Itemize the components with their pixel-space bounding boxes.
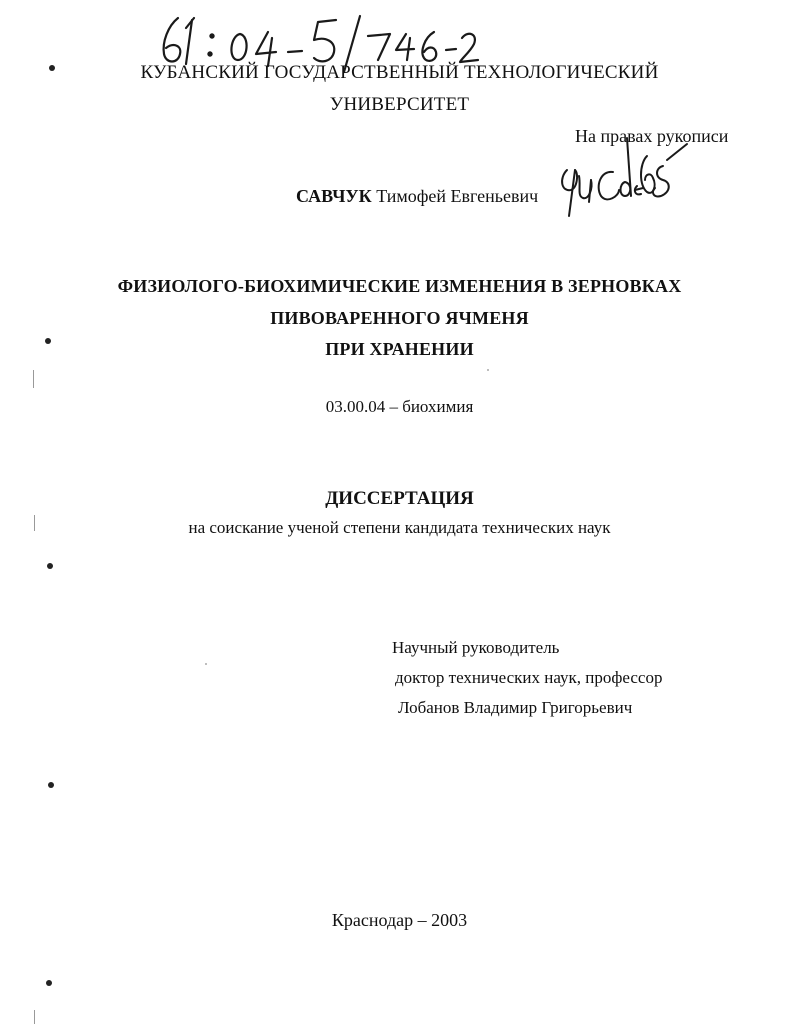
margin-scan-line — [34, 515, 35, 531]
binding-hole-mark — [45, 338, 51, 344]
specialty-code: 03.00.04 – биохимия — [325, 397, 474, 416]
scan-speck — [205, 663, 207, 665]
binding-hole-mark — [49, 65, 55, 71]
scan-speck — [487, 369, 489, 371]
author-surname: САВЧУК — [296, 186, 372, 206]
author-signature — [555, 130, 690, 220]
supervisor-title: доктор технических наук, профессор — [395, 668, 663, 687]
author-full-name — [296, 186, 538, 207]
city-and-year: Краснодар – 2003 — [331, 910, 468, 930]
university-name-line-1: КУБАНСКИЙ ГОСУДАРСТВЕННЫЙ ТЕХНОЛОГИЧЕСКИЙ — [140, 62, 659, 83]
thesis-title-line-1: ФИЗИОЛОГО-БИОХИМИЧЕСКИЕ ИЗМЕНЕНИЯ В ЗЕРНОВКАХ — [117, 276, 682, 296]
binding-hole-mark — [46, 980, 52, 986]
margin-scan-line — [33, 370, 34, 388]
university-name-line-2: УНИВЕРСИТЕТ — [329, 94, 470, 115]
thesis-title-line-2: ПИВОВАРЕННОГО ЯЧМЕНЯ — [270, 308, 529, 328]
binding-hole-mark — [47, 563, 53, 569]
manuscript-rights-note: На правах рукописи — [575, 126, 729, 146]
supervisor-role: Научный руководитель — [392, 638, 560, 657]
binding-hole-mark — [48, 782, 54, 788]
supervisor-name: Лобанов Владимир Григорьевич — [398, 698, 633, 717]
degree-statement: на соискание ученой степени кандидата технических наук — [188, 518, 611, 537]
thesis-title-line-3: ПРИ ХРАНЕНИИ — [325, 339, 474, 359]
dissertation-label: ДИССЕРТАЦИЯ — [325, 488, 474, 509]
margin-scan-line — [34, 1010, 35, 1024]
author-given-names: Тимофей Евгеньевич — [376, 186, 539, 206]
